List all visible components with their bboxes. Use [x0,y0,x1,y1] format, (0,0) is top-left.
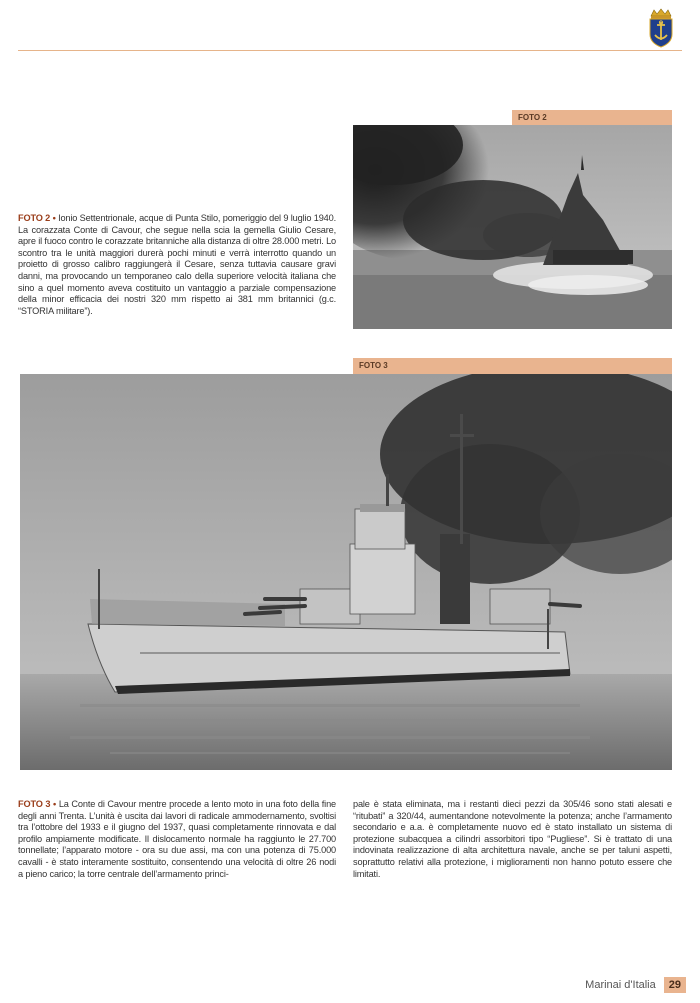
photo2-caption-text: Ionio Settentrionale, acque di Punta Stilo, pomeriggio del 9 luglio 1940. La corazzata Conte di Cavour, che segue nella scia la gemella Giulio Cesare, apre il fuoco contro le corazzate britanniche alla distanza di oltre 28.000 metri. Lo scontro tra le unità maggiori durerà pochi minuti e verrà interrotto quando un proietto di grosso calibro raggiungerà il Cesare, senza tuttavia causare gravi danni, ma provocando un temporaneo calo della superiore velocità italiana che sino a quel momento aveva costituito un vantaggio a parziale compensazione della minor efficacia dei nostri 320 mm rispetto ai 381 mm britannici (g.c. “STORIA militare”). [18,213,336,316]
publication-name: Marinai d'Italia [585,979,656,991]
header-rule [18,50,682,51]
photo3-image [20,374,672,770]
navy-crest-icon [645,8,677,48]
photo3-tag: FOTO 3 [353,358,672,374]
photo3-caption-left-text: La Conte di Cavour mentre procede a lento moto in una foto della fine degli anni Trenta. L’unità è uscita dai lavori di radicale ammodernamento, svoltisi tra l’ottobre del 1933 e il giugno del 1937, quasi completamente rinnovata e dal profilo ampiamente modificate. Il dislocamento normale ha raggiunto le 27.700 tonnellate; l’apparato motore - ora su due assi, ma con una potenza di 75.000 cavalli - è stato interamente sostituito, consentendo una velocità di oltre 26 nodi a pieno carico; la torre centrale dell’armamento princi- [18,799,336,879]
page-number: 29 [664,977,686,993]
photo3-caption-right [353,799,672,880]
battleship-cruising-photo [20,374,672,770]
photo2-image [353,125,672,329]
photo3-caption-label: FOTO 3 • [18,799,57,809]
page-footer [585,977,686,993]
photo2-caption [18,213,336,317]
battleship-firing-photo [353,125,672,329]
photo2-tag: FOTO 2 [512,110,672,126]
photo2-caption-label: FOTO 2 • [18,213,56,223]
photo3-caption-right-text: pale è stata eliminata, ma i restanti dieci pezzi da 305/46 sono stati alesati e “ritubati” a 320/44, aumentandone notevolmente la potenza; anche l’armamento secondario e a.a. è completamente nuovo ed è stato installato un sistema di protezione subacquea a cilindri assorbitori tipo “Pugliese”. Si è trattato di una indovinata realizzazione di alta architettura navale, anche se per taluni aspetti, soprattutto relativi alla protezione, i miglioramenti non hanno potuto essere che limitati. [353,799,672,879]
photo3-caption-left [18,799,336,880]
